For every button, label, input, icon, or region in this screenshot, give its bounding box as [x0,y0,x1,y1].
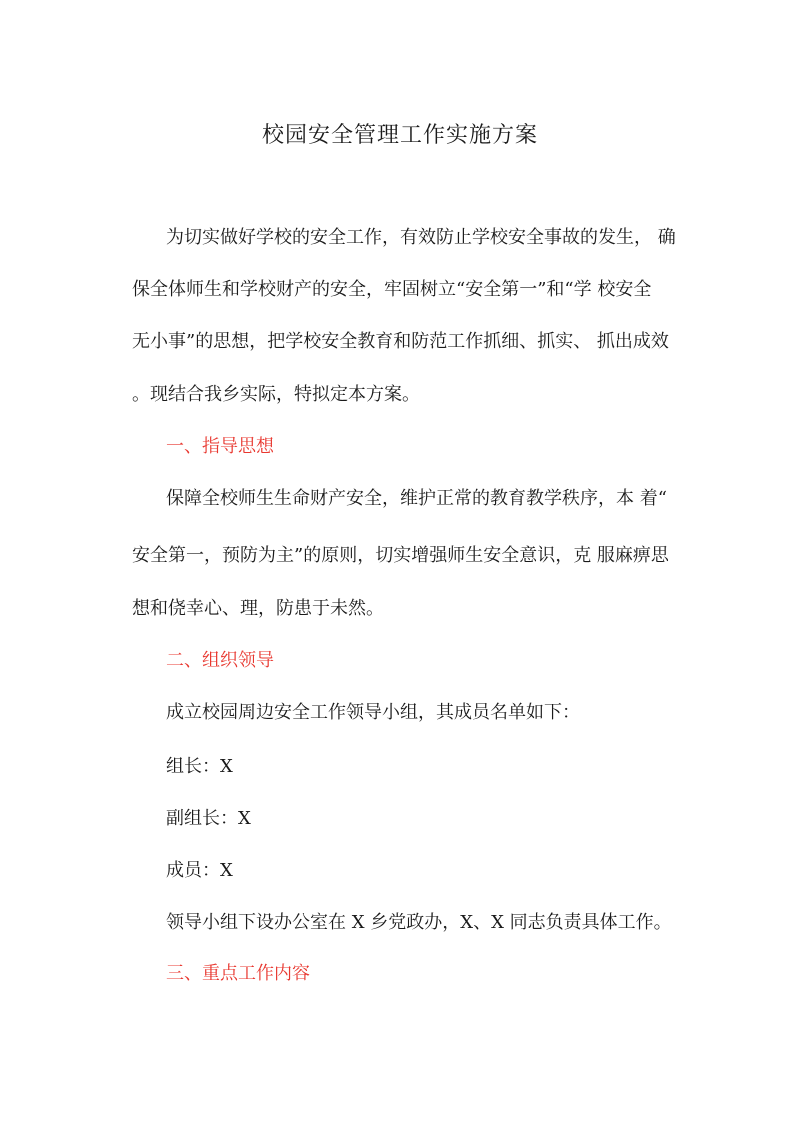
section1-line-3: 想和侥幸心、理，防患于未然。 [132,598,384,619]
section2-office: 领导小组下设办公室在 X 乡党政办，X、X 同志负责具体工作。 [166,912,672,933]
document-title: 校园安全管理工作实施方案 [261,123,538,148]
intro-line-3: 无小事”的思想，把学校安全教育和防范工作抓细、抓实、 抓出成效 [132,331,669,352]
section2-members: 成员：X [166,860,233,881]
section2-leader: 组长：X [166,756,233,777]
intro-line-1: 为切实做好学校的安全工作，有效防止学校安全事故的发生， 确 [166,227,676,248]
section-heading-guiding-thought: 一、指导思想 [166,436,274,457]
intro-line-2: 保全体师生和学校财产的安全，牢固树立“安全第一”和“学 校安全 [132,279,652,300]
section2-intro: 成立校园周边安全工作领导小组，其成员名单如下： [166,702,580,723]
section1-line-2: 安全第一，预防为主”的原则，切实增强师生安全意识，克 服麻痹思 [132,545,669,566]
section-heading-organization: 二、组织领导 [166,650,274,671]
section2-vice-leader: 副组长：X [166,808,251,829]
section-heading-key-work: 三、重点工作内容 [166,963,310,984]
intro-line-4: 。现结合我乡实际，特拟定本方案。 [132,384,420,405]
section1-line-1: 保障全校师生生命财产安全，维护正常的教育教学秩序，本 着“ [166,488,667,509]
